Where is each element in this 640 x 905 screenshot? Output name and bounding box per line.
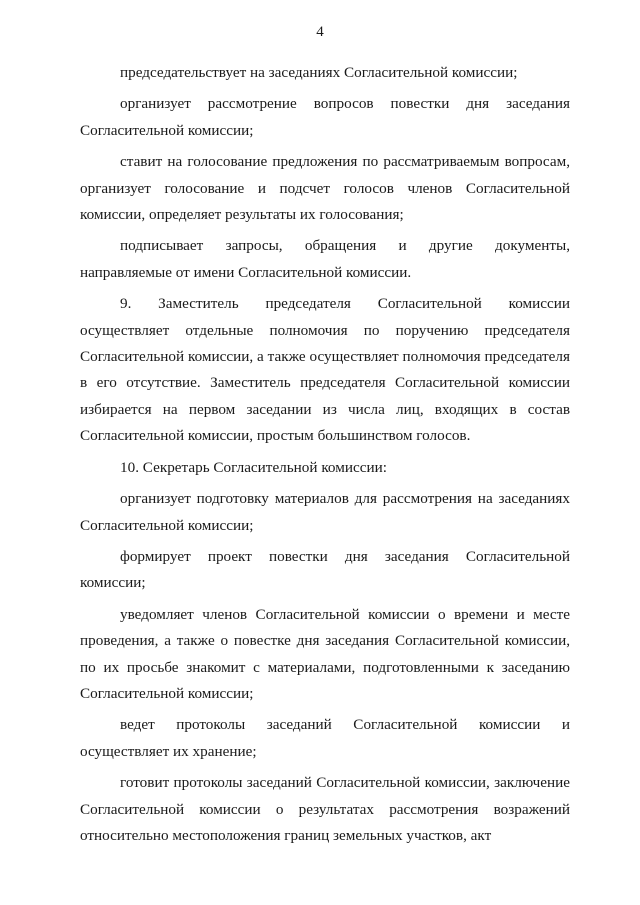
paragraph: председательствует на заседаниях Согласительной комиссии;: [120, 64, 518, 81]
paragraph: подписывает запросы, обращения и другие документы, направляемые от имени Согласительной комиссии.: [80, 237, 570, 281]
paragraph: организует подготовку материалов для рассмотрения на заседаниях Согласительной комиссии;: [80, 490, 570, 534]
paragraph: готовит протоколы заседаний Согласительной комиссии, заключение Согласительной комиссии о результатах рассмотрения возражений относительно местоположения границ земельных участков, акт: [80, 774, 570, 844]
paragraph: уведомляет членов Согласительной комиссии о времени и месте проведения, а также о повестке дня заседания Согласительной комиссии, по их просьбе знакомит с материалами, подготовленными к заседанию Согласительной комиссии;: [80, 605, 570, 702]
paragraph: организует рассмотрение вопросов повестки дня заседания Согласительной комиссии;: [80, 95, 570, 139]
paragraph: 9. Заместитель председателя Согласительной комиссии осуществляет отдельные полномочия по поручению председателя Согласительной комиссии, а также осуществляет полномочия председателя в его отсутствие. Заместитель председателя Согласительной комиссии избирается на первом заседании из числа лиц, входящих в состав Согласительной комиссии, простым большинством голосов.: [80, 295, 570, 445]
paragraph: 10. Секретарь Согласительной комиссии:: [120, 458, 387, 476]
paragraph: ведет протоколы заседаний Согласительной комиссии и осуществляет их хранение;: [80, 716, 570, 760]
paragraph: формирует проект повестки дня заседания Согласительной комиссии;: [80, 547, 570, 592]
paragraph: ставит на голосование предложения по рассматриваемым вопросам, организует голосование и подсчет голосов членов Согласительной комиссии, определяет результаты их голосования;: [80, 153, 570, 224]
page-number: 4: [316, 24, 324, 40]
document-body: [80, 60, 570, 849]
